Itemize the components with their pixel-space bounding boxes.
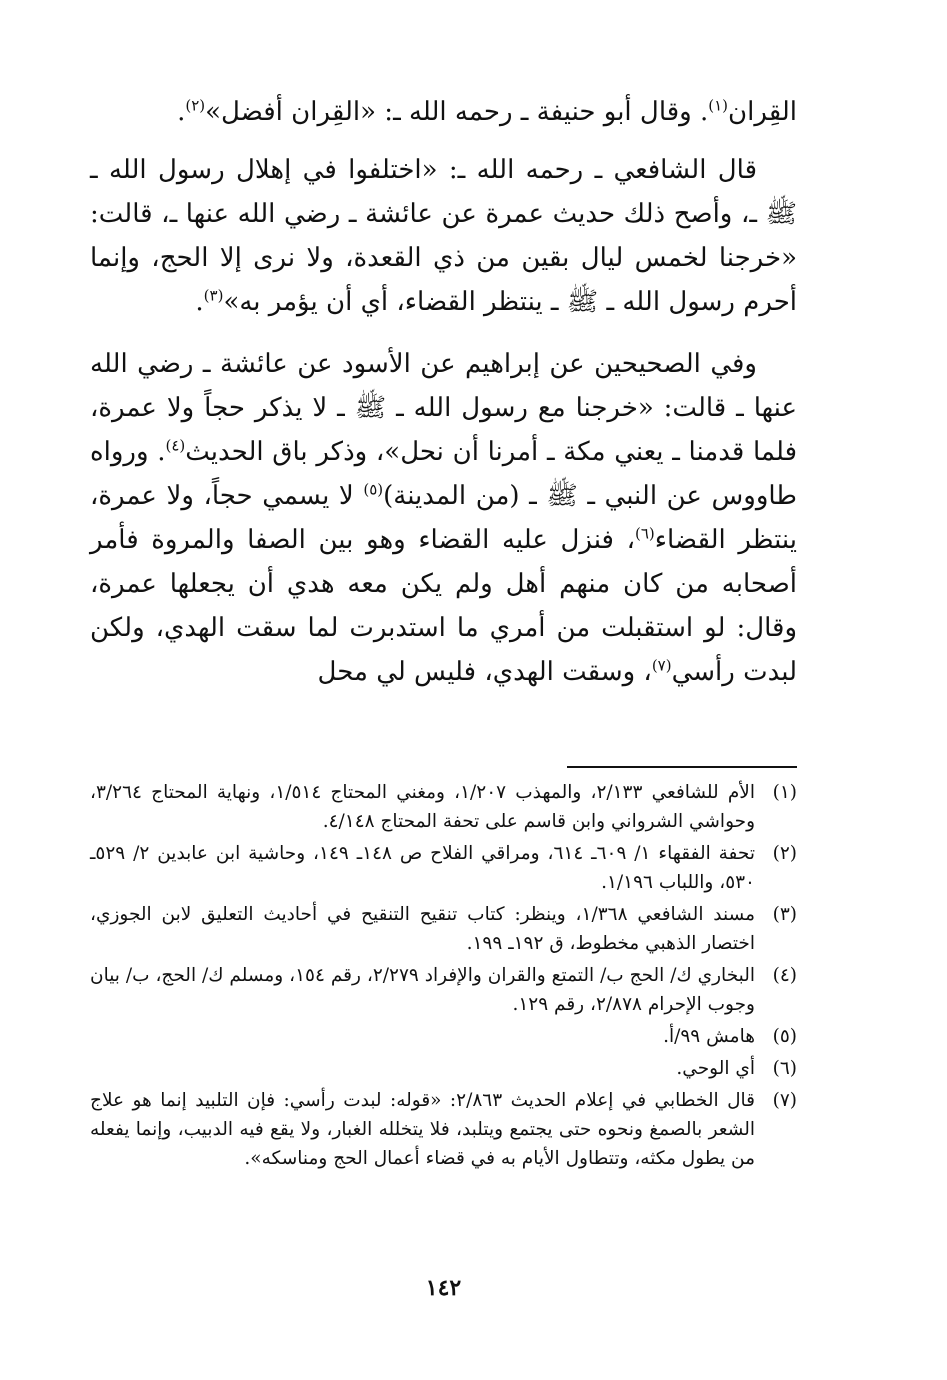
footnote-ref-7: (٧) <box>651 656 672 675</box>
footnote-item <box>90 778 797 836</box>
page-number: ١٤٢ <box>425 1275 462 1301</box>
footnote-ref-3: (٣) <box>203 286 224 305</box>
footnote-number: (٥) <box>772 1026 797 1047</box>
main-text <box>90 90 797 694</box>
text-run: ، وسقت الهدي، فليس لي محل <box>317 657 652 687</box>
paragraph-1 <box>90 90 797 134</box>
text-run: قال الشافعي ـ رحمه الله ـ: «اختلفوا في إهلال رسول الله ـ ﷺ ـ، وأصح ذلك حديث عمرة عن عائشة ـ رضي الله عنها ـ، قالت: «خرجنا لخمس ليال بقين من ذي القعدة، ولا نرى إلا الحج، وإنما أحرم رسول الله ـ ﷺ ـ ينتظر القضاء، أي أن يؤمر به» <box>90 155 797 317</box>
footnote-text: أي الوحي. <box>676 1058 755 1079</box>
text-run: . <box>177 97 186 127</box>
footnote-number: (٧) <box>772 1090 797 1111</box>
footnote-number: (٦) <box>772 1058 797 1079</box>
footnote-text: قال الخطابي في إعلام الحديث ٢/٨٦٣: «قوله: لبدت رأسي: فإن التلبيد إنما هو علاج الشعر بالصمغ ونحوه حتى يجتمع ويتلبد، فلا يتخلله الغبار، ولا يقع فيه الدبيب، وإنما يفعله من يطول مكثه، وتتطاول الأيام به في قضاء أعمال الحج ومناسكه». <box>90 1090 755 1169</box>
footnote-ref-5: (٥) <box>363 480 384 499</box>
footnote-item <box>90 961 797 1019</box>
footnote-separator <box>567 766 797 768</box>
text-run: لا يسمي حجاً، ولا عمرة، ينتظر القضاء <box>90 481 797 555</box>
footnote-ref-4: (٤) <box>165 436 186 455</box>
footnote-ref-1: (١) <box>708 96 729 115</box>
footnote-number: (١) <box>772 782 797 803</box>
footnote-text: تحفة الفقهاء ١/ ٦٠٩ـ ٦١٤، ومراقي الفلاح ص ١٤٨ـ ١٤٩، وحاشية ابن عابدين ٢/ ٥٢٩ـ ٥٣٠، واللباب ١/١٩٦. <box>90 843 755 893</box>
footnote-ref-6: (٦) <box>635 524 655 543</box>
footnote-item <box>90 900 797 958</box>
paragraph-3 <box>90 342 797 694</box>
footnote-item <box>90 1022 797 1051</box>
footnote-item <box>90 1086 797 1173</box>
text-run: وفي الصحيحين عن إبراهيم عن الأسود عن عائشة ـ رضي الله عنها ـ قالت: «خرجنا مع رسول الله ـ ﷺ ـ لا يذكر حجاً ولا عمرة، فلما قدمنا ـ يعني مكة ـ أمرنا أن نحل»، وذكر باق الحديث <box>90 349 798 467</box>
footnote-text: مسند الشافعي ١/٣٦٨، وينظر: كتاب تنقيح التنقيح في أحاديث التعليق لابن الجوزي، اختصار الذهبي مخطوط، ق ١٩٢ـ ١٩٩. <box>90 904 755 954</box>
footnote-text: البخاري ك/ الحج ب/ التمتع والقران والإفراد ٢/٢٧٩، رقم ١٥٤، ومسلم ك/ الحج، ب/ بيان وجوب الإحرام ٢/٨٧٨، رقم ١٢٩. <box>90 965 755 1015</box>
footnote-item <box>90 1054 797 1083</box>
text-run: القِران <box>728 97 797 127</box>
footnote-number: (٤) <box>772 965 797 986</box>
paragraph-2 <box>90 148 797 324</box>
footnote-text: الأم للشافعي ٢/١٣٣، والمهذب ١/٢٠٧، ومغني المحتاج ١/٥١٤، ونهاية المحتاج ٣/٢٦٤، وحواشي الشرواني وابن قاسم على تحفة المحتاج ٤/١٤٨. <box>90 782 755 832</box>
footnote-ref-2: (٢) <box>185 96 206 115</box>
footnote-number: (٣) <box>772 904 797 925</box>
footnotes <box>90 778 797 1176</box>
text-run: . وقال أبو حنيفة ـ رحمه الله ـ: «القِران أفضل» <box>205 97 709 127</box>
text-run: . ورواه طاووس عن النبي ـ ﷺ ـ (من المدينة) <box>90 437 797 511</box>
text-run: . <box>195 287 204 317</box>
footnote-item <box>90 839 797 897</box>
book-page <box>90 0 797 1380</box>
text-run: ، فنزل عليه القضاء وهو بين الصفا والمروة فأمر أصحابه من كان منهم أهل ولم يكن معه هدي أن يجعلها عمرة، وقال: لو استقبلت من أمري ما استدبرت لما سقت الهدي، ولكن لبدت رأسي <box>90 525 797 687</box>
footnote-number: (٢) <box>772 843 797 864</box>
footnote-text: هامش ٩٩/أ. <box>663 1026 755 1047</box>
